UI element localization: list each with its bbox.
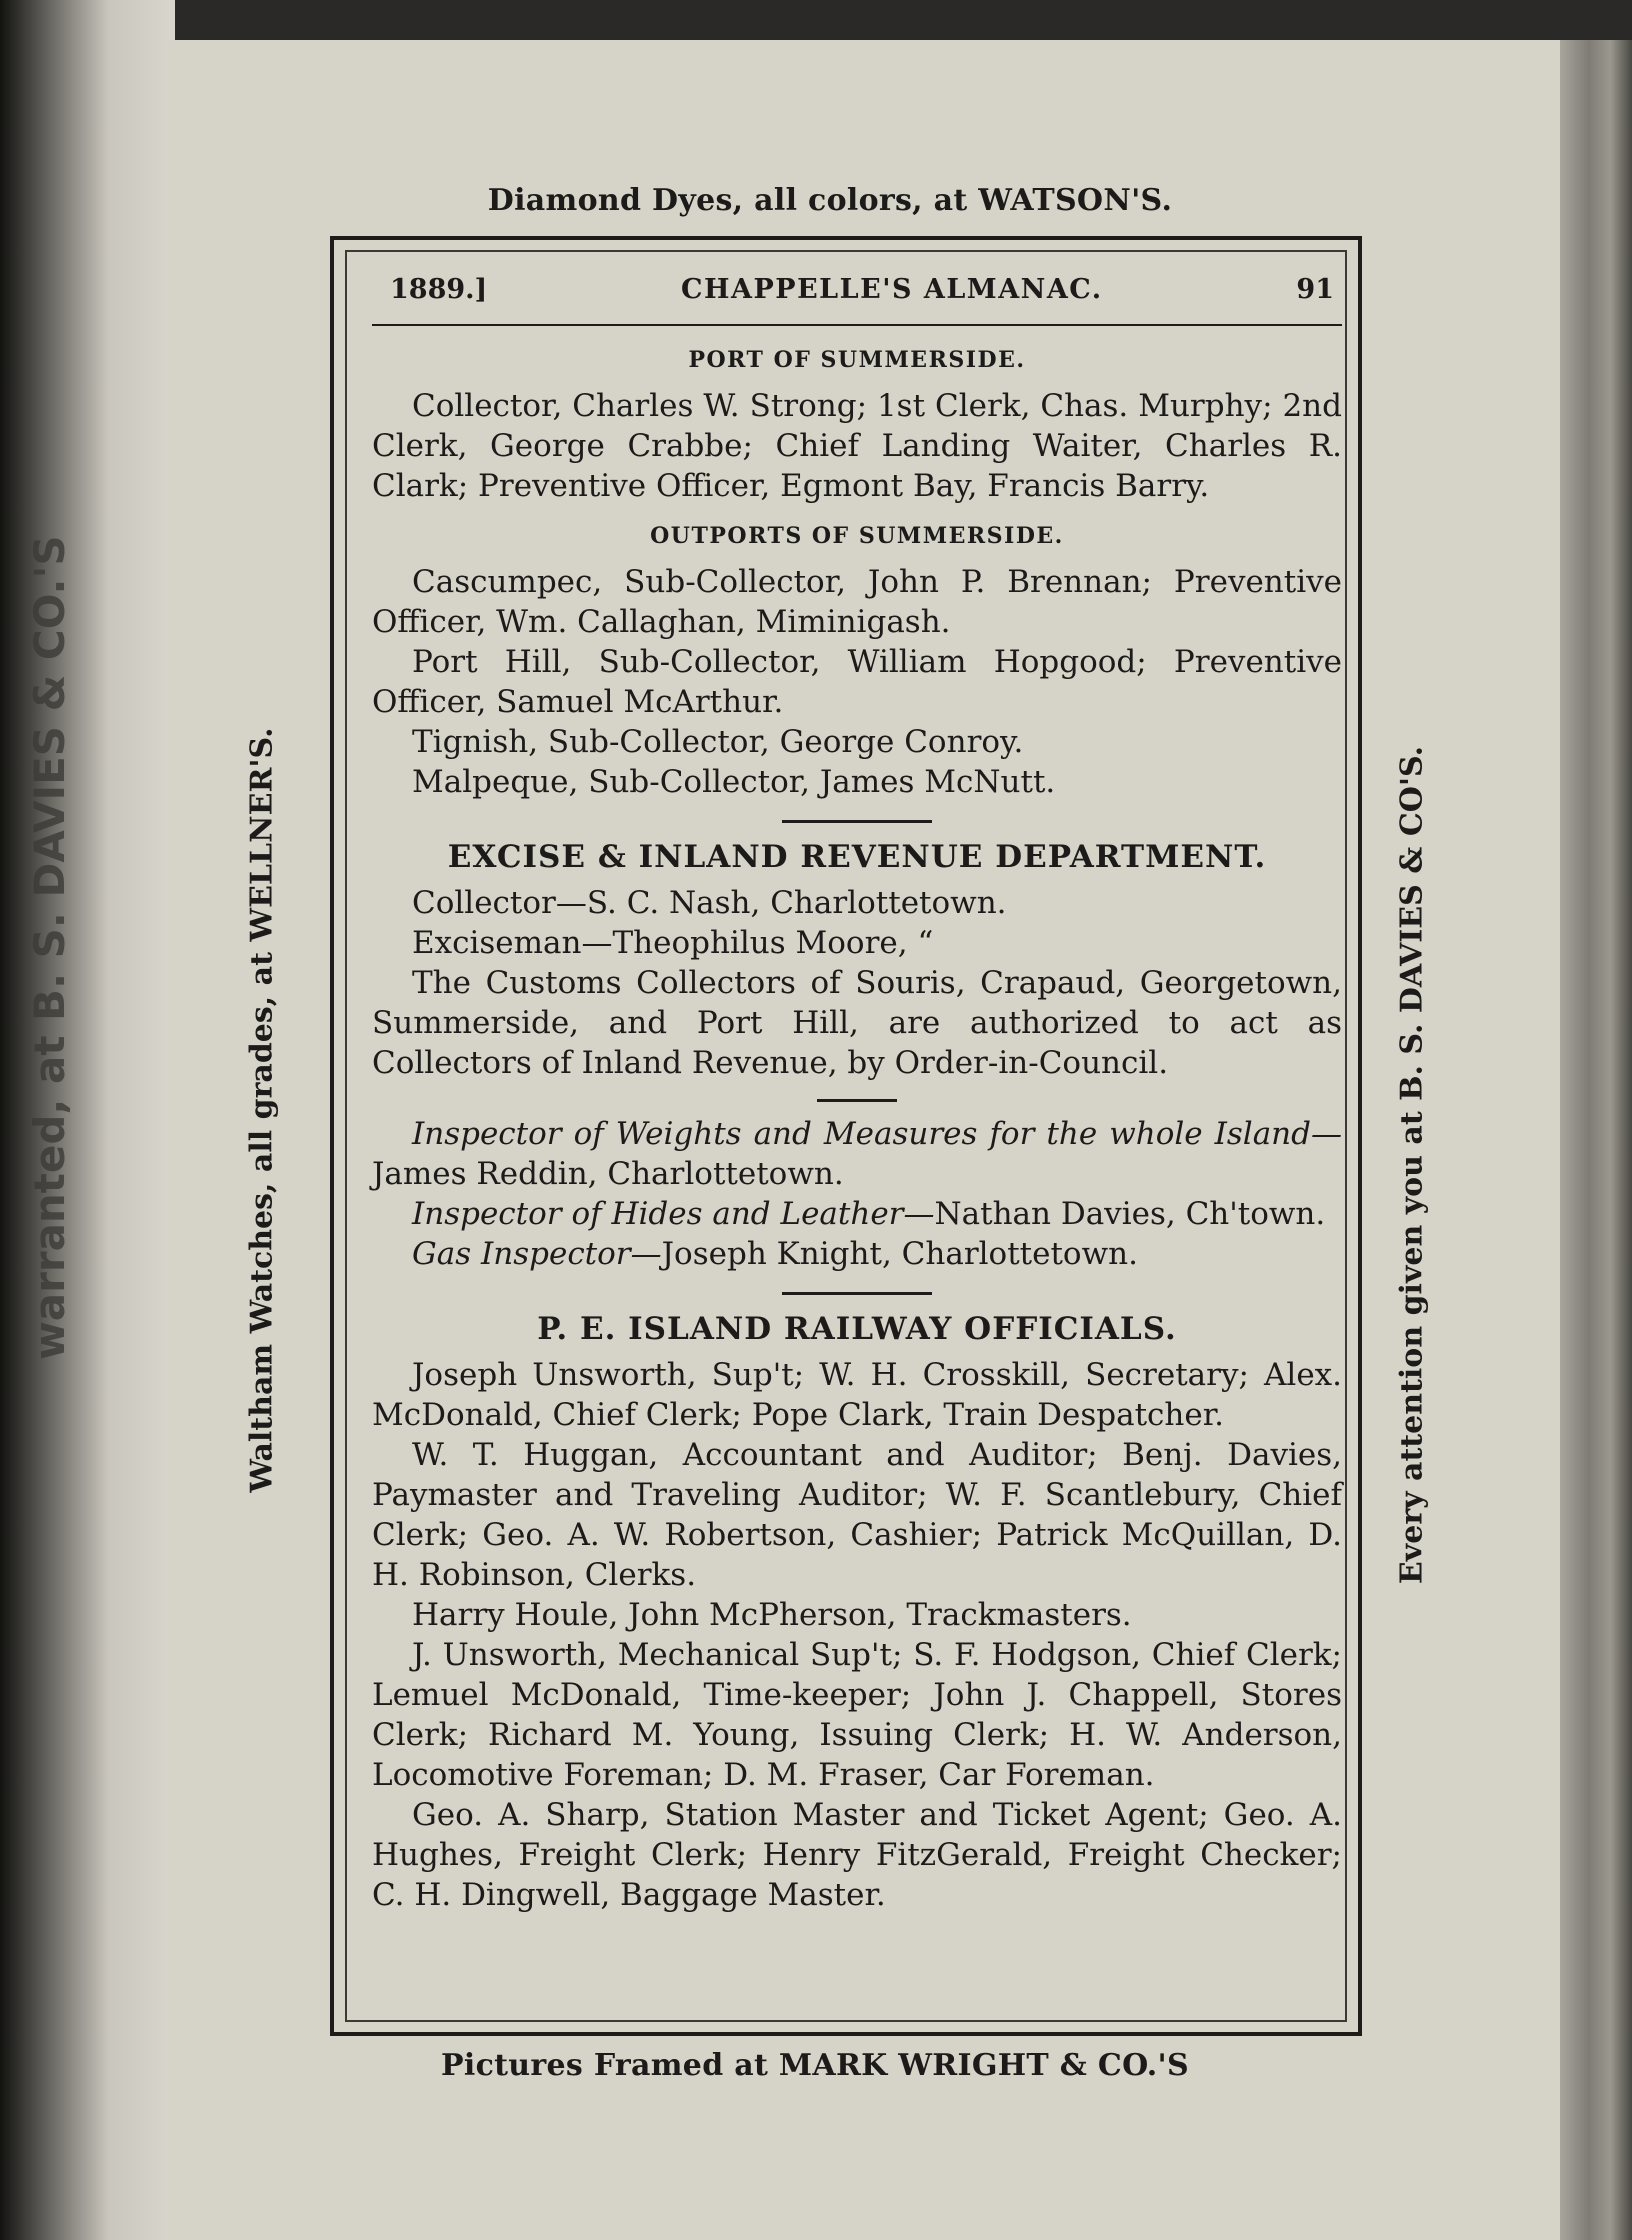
section-divider <box>782 1292 932 1295</box>
header-year: 1889.] <box>390 274 488 305</box>
port-paragraph: Collector, Charles W. Strong; 1st Clerk, Chas. Murphy; 2nd Clerk, George Crabbe; Chief Landing Waiter, Charles R. Clark; Preventive Officer, Egmont Bay, Francis Barry. <box>372 388 1342 504</box>
inspector-entry <box>372 1234 1342 1274</box>
left-advertisement: Waltham Watches, all grades, at WELLNER'S. <box>244 727 280 1493</box>
inspector-entry <box>372 1114 1342 1194</box>
right-advertisement: Every attention given you at B. S. DAVIES & CO'S. <box>1394 745 1430 1585</box>
inspector-title: Inspector of Weights and Measures for the whole Island— <box>412 1116 1342 1152</box>
inspector-entry <box>372 1194 1342 1234</box>
outport-line: Port Hill, Sub-Collector, William Hopgood; Preventive Officer, Samuel McArthur. <box>372 644 1342 720</box>
outport-line: Cascumpec, Sub-Collector, John P. Brennan; Preventive Officer, Wm. Callaghan, Miminigash. <box>372 564 1342 640</box>
railway-paragraph: Joseph Unsworth, Sup't; W. H. Crosskill, Secretary; Alex. McDonald, Chief Clerk; Pope Clark, Train Despatcher. <box>372 1357 1342 1433</box>
railway-paragraph: W. T. Huggan, Accountant and Auditor; Benj. Davies, Paymaster and Traveling Auditor; W. F. Scantlebury, Chief Clerk; Geo. A. W. Robertson, Cashier; Patrick McQuillan, D. H. Robinson, Clerks. <box>372 1437 1342 1593</box>
outport-line: Malpeque, Sub-Collector, James McNutt. <box>412 764 1056 800</box>
inspector-name: Nathan Davies, Ch'town. <box>934 1196 1326 1232</box>
excise-paragraph: The Customs Collectors of Souris, Crapaud, Georgetown, Summerside, and Port Hill, are authorized to act as Collectors of Inland Revenue, by Order-in-Council. <box>372 965 1342 1081</box>
previous-page-edge <box>0 0 175 2240</box>
excise-line: Collector—S. C. Nash, Charlottetown. <box>412 885 1007 921</box>
inspector-name: Joseph Knight, Charlottetown. <box>661 1236 1138 1272</box>
railway-paragraph: Geo. A. Sharp, Station Master and Ticket Agent; Geo. A. Hughes, Freight Clerk; Henry FitzGerald, Freight Checker; C. H. Dingwell, Baggage Master. <box>372 1797 1342 1913</box>
previous-page-text: warranted, at B. S. DAVIES & CO.'S <box>25 535 74 1360</box>
railway-heading: P. E. ISLAND RAILWAY OFFICIALS. <box>537 1311 1177 1347</box>
excise-heading: EXCISE & INLAND REVENUE DEPARTMENT. <box>447 839 1267 875</box>
inspector-title: Inspector of Hides and Leather— <box>412 1196 935 1232</box>
port-heading: PORT OF SUMMERSIDE. <box>688 347 1026 373</box>
inspector-title: Gas Inspector— <box>412 1236 662 1272</box>
page-number: 91 <box>1296 274 1334 305</box>
outports-heading: OUTPORTS OF SUMMERSIDE. <box>650 523 1064 549</box>
bottom-advertisement: Pictures Framed at MARK WRIGHT & CO.'S <box>441 2048 1189 2083</box>
outport-line: Tignish, Sub-Collector, George Conroy. <box>412 724 1024 760</box>
section-divider <box>782 820 932 823</box>
railway-paragraph: J. Unsworth, Mechanical Sup't; S. F. Hodgson, Chief Clerk; Lemuel McDonald, Time-keeper; John J. Chappell, Stores Clerk; Richard M. Young, Issuing Clerk; H. W. Anderson, Locomotive Foreman; D. M. Fraser, Car Foreman. <box>372 1637 1342 1793</box>
railway-paragraph: Harry Houle, John McPherson, Trackmasters. <box>412 1597 1132 1633</box>
inspector-name: James Reddin, Charlottetown. <box>372 1156 844 1192</box>
top-advertisement: Diamond Dyes, all colors, at WATSON'S. <box>487 183 1173 218</box>
excise-line: Exciseman—Theophilus Moore, “ <box>412 925 934 961</box>
page-edge-right <box>1560 40 1632 2240</box>
page-content <box>372 262 1342 2002</box>
header-title: CHAPPELLE'S ALMANAC. <box>681 274 1103 305</box>
section-divider <box>817 1099 897 1102</box>
running-header <box>372 262 1342 326</box>
